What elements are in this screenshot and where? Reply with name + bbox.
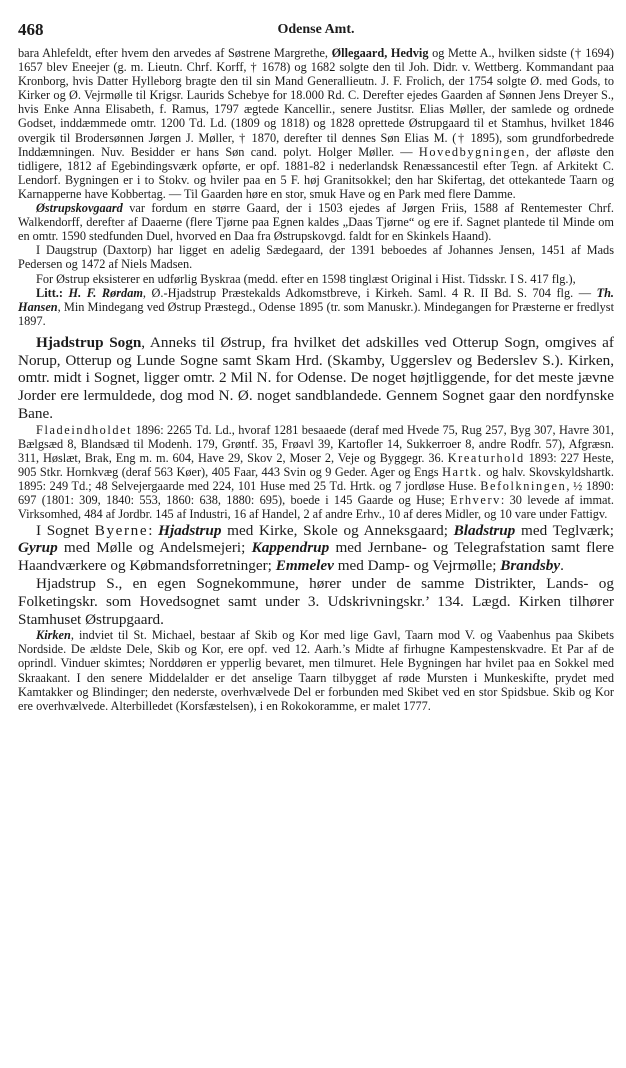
page-number: 468 <box>18 20 44 39</box>
paragraph-ownership-history: bara Ahlefeldt, efter hvem den arvedes af Søstrene Margrethe, Øllegaard, Hedvig og Mette A., hvilken sidste († 1694) 1657 blev Eneejer (g. m. Lieutn. Chrf. Korff, † 1678) og 1682 solgte den til Joh. Didr. v. Wettberg. Kommandant paa Kronborg, hvis Datter Hylleborg bragte den til sin Mand Generallieutn. J. F. Frolich, der 1754 solgte Ø. med Gods, to Kirker og Ø. Vejrmølle til Krigsr. Laurids Schebye for 18.000 Rd. C. Derefter ejedes Gaarden af Sønnen Jens Dreyer S., hvis Enke Anna Elisabeth, f. Ramus, 1797 ægtede Kancellir., senere Justitsr. Elias Møller, der samlede og ordnede Godset, inddæmmede omtr. 1200 Td. Ld. (1809 og 1818) og 1828 oprettede Østrupgaard til et Stamhus, hvilket 1846 overgik til Brodersønnen Jørgen J. Møller, † 1870, derefter til dennes Søn Elias M. († 1895), som grundforbedrede Inddæmningen. Nuv. Besidder er hans Søn cand. polyt. Holger Møller. — Hovedbygningen, der afløste den tidligere, 1812 af Egebindingsværk opførte, er opf. 1881-82 i nederlandsk Renæssancestil efter Tegn. af Arkitekt C. Lendorf. Bygningen er i to Stokv. og hviler paa en 5 F. høj Granitsokkel; den har Skifertag, det ottekantede Taarn og Karnapperne have Kobbertag. — Til Gaarden høre en stor, smuk Have og en Park med flere Damme. <box>18 46 615 201</box>
paragraph-villages: I Sognet Byerne: Hjadstrup med Kirke, Skole og Anneksgaard; Bladstrup med Teglværk; Gyrup med Mølle og Andelsmejeri; Kappendrup med Jernbane- og Telegrafstation samt flere Haandværkere og Købmandsforretninger; Emmelev med Damp- og Vejrmølle; Brandsby. <box>18 521 614 575</box>
paragraph-ostrupskovgaard: Østrupskovgaard var fordum en større Gaard, der i 1503 ejedes af Jørgen Friis, 1588 af Rentemester Chrf. Walkendorff, derefter af Daaerne (flere Tjørne paa Egnen kaldes „Daas Tjørne“ og ere if. Sagnet plantede til Minde om en omtr. 1590 stedfunden Duel, hvorved en Daa fra Østrupskovgd. faldt for en Skinkels Haand). <box>18 201 614 244</box>
paragraph-parish-administration: Hjadstrup S., en egen Sognekommune, hører under de samme Distrikter, Lands- og Folketingskr. som Hovedsognet samt under 3. Udskrivningskr.’ 134. Lægd. Kirken tilhører Stamhuset Østrupgaard. <box>18 574 614 628</box>
term-kirken: Kirken <box>36 628 71 643</box>
paragraph-literature: Litt.: H. F. Rørdam, Ø.-Hjadstrup Præstekalds Adkomstbreve, i Kirkeh. Saml. 4 R. II Bd. S. 704 flg. — Th. Hansen, Min Mindegang ved Østrup Præstegd., Odense 1895 (tr. som Manuskr.). Mindegangen for Præsterne er fredlyst 1897. <box>18 285 614 328</box>
place-ostrupskovgaard: Østrupskovgaard <box>36 201 123 216</box>
term-hovedbygningen: Hovedbygningen <box>418 144 526 159</box>
running-title: Odense Amt. <box>277 22 355 37</box>
book-page <box>18 20 614 713</box>
paragraph-daugstrup: I Daugstrup (Daxtorp) har ligget en adelig Sædegaard, der 1391 beboedes af Johannes Jensen, 1451 af Mads Pedersen og 1472 af Niels Madsen. <box>18 243 614 272</box>
heading-hjadstrup-sogn: Hjadstrup Sogn <box>36 333 142 351</box>
paragraph-byskraa: For Østrup eksisterer en udførlig Byskraa (medd. efter en 1598 tinglæst Original i Hist. Tidsskr. I S. 417 flg.), <box>36 271 576 286</box>
paragraph-church: Kirken, indviet til St. Michael, bestaar af Skib og Kor med lige Gavl, Taarn mod V. og Vaabenhus paa Skibets Nordside. De ældste Dele, Skib og Kor, ere opf. ved 12. Aarh.’s Midte af firhugne Kampestenskvadre. Et Par af de oprindl. Vinduer skimtes; Norddøren er ypperlig bevaret, men tilmuret. Hele Bygningen har hvilet paa en Sokkel med Skraakant. I den senere Middelalder er det anselige Taarn tilbygget af røde Mursten i Munkeskifte, prydet med Kamtakker og Blindinger; den nederste, overhvælvede Del er forbunden med Skibet ved en stor Spidsbue. Skib og Kor ere overhvælvede. Alterbilledet (Korsfæstelsen), i en Rokokoramme, er malet 1777. <box>18 628 614 713</box>
paragraph-hjadstrup-sogn: Hjadstrup Sogn, Anneks til Østrup, fra hvilket det adskilles ved Otterup Sogn, omgives af Norup, Otterup og Lunde Sogne samt Skam Hrd. (Skamby, Uggerslev og Bederslev S.). Kirken, omtr. midt i Sognet, ligger omtr. 2 Mil N. for Odense. De noget højtliggende, for det meste jævne Jorder ere lermuldede, dog mod N. Ø. noget sandblandede. Gennem Sognet gaar den nordfynske Bane. <box>18 333 614 423</box>
page-header <box>18 20 614 46</box>
paragraph-statistics: Fladeindholdet 1896: 2265 Td. Ld., hvoraf 1281 besaaede (deraf med Hvede 75, Rug 257, Byg 307, Havre 301, Bælgsæd 8, Blandsæd til Modenh. 179, Grøntf. 35, Frøavl 39, Kartofler 14, Sukkerroer 8, andre Rodfr. 57), Afgræsn. 311, Høslæt, Brak, Eng m. m. 604, Have 29, Skov 2, Moser 2, Veje og Byggegr. 36. Kreaturhold 1893: 227 Heste, 905 Stkr. Hornkvæg (deraf 563 Køer), 405 Faar, 443 Svin og 9 Geder. Ager og Engs Hartk. og halv. Skovskyldshartk. 1895: 249 Td.; 48 Selvejergaarde med 224, 101 Huse med 25 Td. Hrtk. og 7 jordløse Huse. Befolkningen, ½ 1890: 697 (1801: 309, 1840: 553, 1860: 638, 1880: 695), boede i 145 Gaarde og Huse; Erhverv: 30 levede af immat. Virksomhed, 484 af Jordbr. 145 af Industri, 16 af Handel, 2 af andre Erhv., 10 af deres Midler, og 10 vare under Fattigv. <box>18 422 614 522</box>
